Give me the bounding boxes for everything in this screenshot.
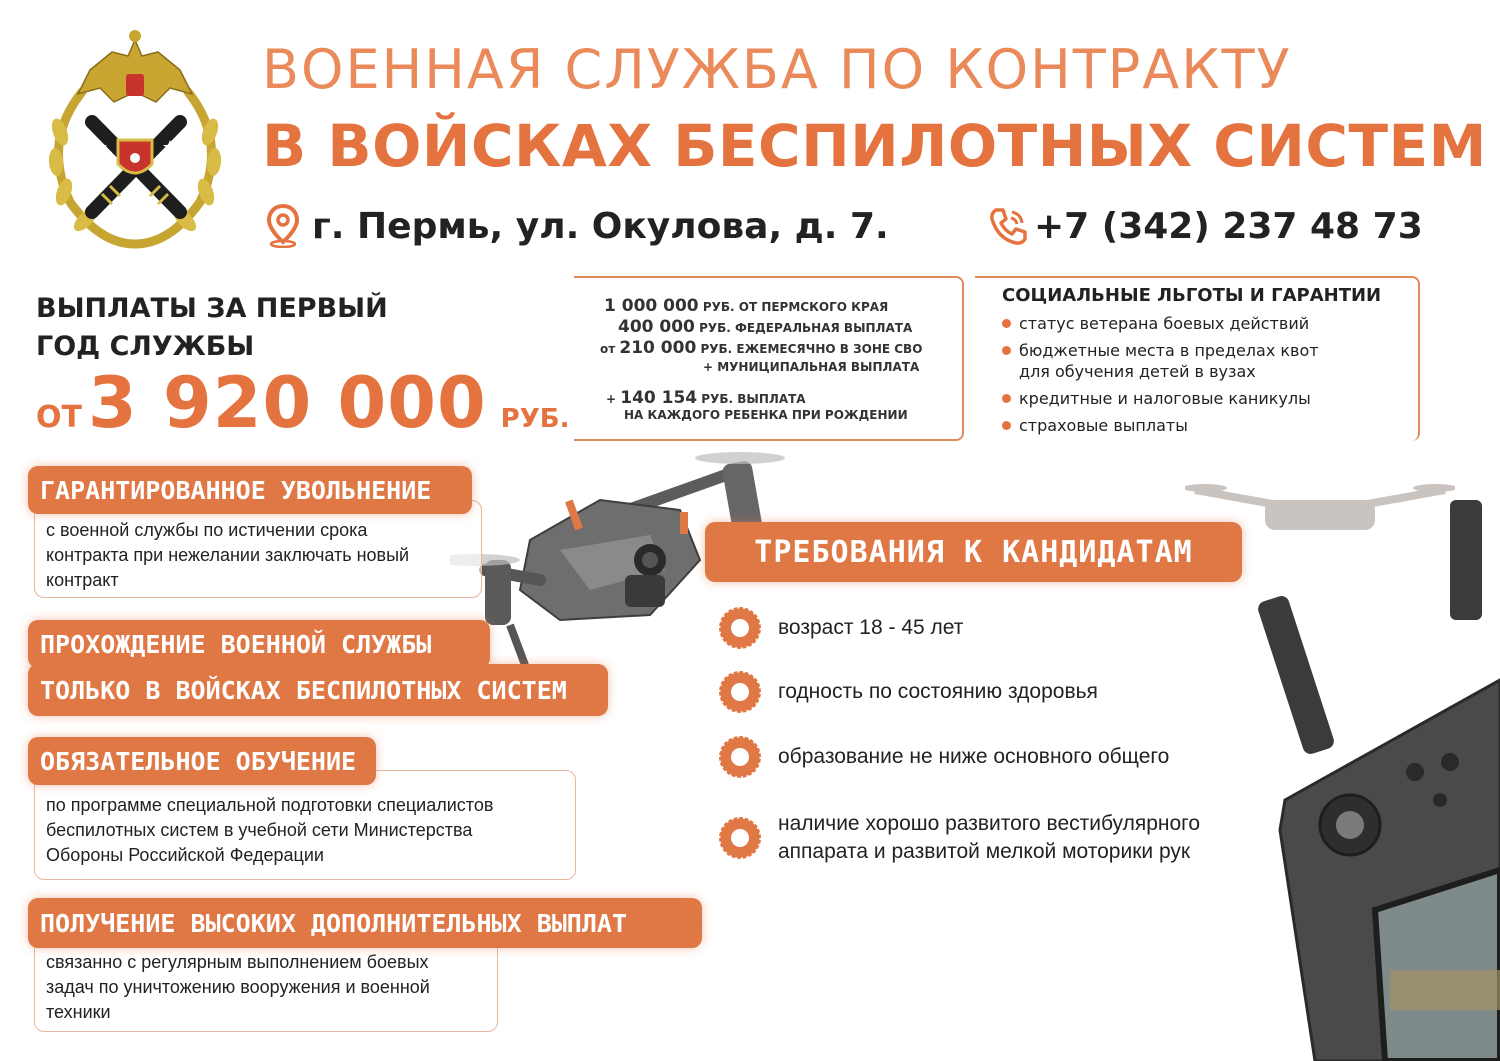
- address-text: г. Пермь, ул. Окулова, д. 7.: [312, 205, 889, 247]
- social-item: [1002, 388, 1311, 410]
- card-text-line: Обороны Российской Федерации: [46, 845, 324, 865]
- card-text: [46, 950, 430, 1025]
- title-line-1: ВОЕННАЯ СЛУЖБА ПО КОНТРАКТУ: [262, 38, 1292, 101]
- orange-gear-bullet-icon: [716, 733, 764, 781]
- military-emblem-icon: [30, 22, 240, 252]
- social-title: СОЦИАЛЬНЫЕ ЛЬГОТЫ И ГАРАНТИИ: [1002, 285, 1382, 306]
- bullet-icon: [1002, 421, 1011, 430]
- badge-service-line-1: ПРОХОЖДЕНИЕ ВОЕННОЙ СЛУЖБЫ: [28, 620, 490, 668]
- requirement-text-line: аппарата и развитой мелкой моторики рук: [778, 840, 1191, 863]
- card-text: [46, 518, 409, 593]
- payment-amount: 140 154: [620, 388, 698, 408]
- card-text-line: связанно с регулярным выполнением боевых: [46, 952, 429, 972]
- address-row: [266, 200, 889, 252]
- badge-extra-payments: ПОЛУЧЕНИЕ ВЫСОКИХ ДОПОЛНИТЕЛЬНЫХ ВЫПЛАТ: [28, 898, 702, 948]
- requirement-text: образование не ниже основного общего: [778, 745, 1170, 768]
- phone-icon: [986, 204, 1030, 248]
- social-item: [1002, 340, 1319, 362]
- title-line-2: В ВОЙСКАХ БЕСПИЛОТНЫХ СИСТЕМ: [262, 112, 1487, 180]
- payment-line: + МУНИЦИПАЛЬНАЯ ВЫПЛАТА: [703, 360, 920, 374]
- requirement-item: [716, 810, 1200, 866]
- requirement-text: [778, 810, 1200, 866]
- social-item-text: бюджетные места в пределах квот: [1019, 341, 1319, 360]
- card-text-line: контракта при нежелании заключать новый: [46, 545, 410, 565]
- payment-line: НА КАЖДОГО РЕБЕНКА ПРИ РОЖДЕНИИ: [624, 408, 908, 422]
- payment-amount: 210 000: [619, 338, 697, 358]
- card-text-line: беспилотных систем в учебной сети Министерства: [46, 820, 473, 840]
- payment-amount: 400 000: [618, 317, 695, 337]
- payment-amount: 1 000 000: [604, 296, 699, 316]
- payment-text: РУБ. ФЕДЕРАЛЬНАЯ ВЫПЛАТА: [694, 321, 913, 335]
- requirement-text: годность по состоянию здоровья: [778, 680, 1098, 703]
- social-item-text: кредитные и налоговые каникулы: [1019, 389, 1311, 408]
- payment-line: [604, 296, 888, 316]
- orange-gear-bullet-icon: [716, 668, 764, 716]
- badge-mandatory-training: ОБЯЗАТЕЛЬНОЕ ОБУЧЕНИЕ: [28, 737, 376, 785]
- card-text-line: техники: [46, 1002, 111, 1022]
- requirement-text-line: наличие хорошо развитого вестибулярного: [778, 812, 1201, 835]
- bullet-icon: [1002, 346, 1011, 355]
- remote-controller-icon: [1255, 500, 1500, 1061]
- requirement-item: [716, 668, 1098, 716]
- payment-text: РУБ. ВЫПЛАТА: [697, 392, 806, 406]
- bullet-icon: [1002, 319, 1011, 328]
- payments-title-line-1: ВЫПЛАТЫ ЗА ПЕРВЫЙ: [36, 293, 388, 324]
- social-item-text: статус ветерана боевых действий: [1019, 314, 1310, 333]
- payment-prefix: +: [606, 392, 621, 406]
- payments-total: [36, 362, 569, 442]
- payments-title-line-2: ГОД СЛУЖБЫ: [36, 331, 255, 362]
- card-text-line: контракт: [46, 570, 119, 590]
- social-item-text: страховые выплаты: [1019, 416, 1188, 435]
- requirement-item: [716, 733, 1169, 781]
- requirement-item: [716, 604, 963, 652]
- card-text-line: с военной службы по истичении срока: [46, 520, 368, 540]
- payments-title: [36, 290, 456, 366]
- phone-number[interactable]: +7 (342) 237 48 73: [1034, 205, 1423, 247]
- social-item: [1002, 415, 1188, 437]
- badge-guaranteed-discharge: ГАРАНТИРОВАННОЕ УВОЛЬНЕНИЕ: [28, 466, 472, 514]
- requirement-text: возраст 18 - 45 лет: [778, 616, 964, 639]
- social-item: [1002, 313, 1309, 335]
- payment-line: [600, 338, 922, 358]
- orange-gear-bullet-icon: [716, 604, 764, 652]
- badge-service-line-2: ТОЛЬКО В ВОЙСКАХ БЕСПИЛОТНЫХ СИСТЕМ: [28, 664, 608, 716]
- payments-amount: 3 920 000: [87, 362, 487, 444]
- payment-prefix: от: [600, 342, 620, 356]
- card-text-line: по программе специальной подготовки специалистов: [46, 795, 494, 815]
- bullet-icon: [1002, 394, 1011, 403]
- card-text-line: задач по уничтожению вооружения и военной: [46, 977, 430, 997]
- badge-requirements: ТРЕБОВАНИЯ К КАНДИДАТАМ: [705, 522, 1242, 582]
- payment-text: РУБ. ЕЖЕМЕСЯЧНО В ЗОНЕ СВО: [696, 342, 923, 356]
- phone-row: [986, 200, 1423, 252]
- payment-line: [606, 388, 806, 408]
- card-text: [46, 793, 493, 868]
- payment-text: РУБ. ОТ ПЕРМСКОГО КРАЯ: [698, 300, 889, 314]
- orange-gear-bullet-icon: [716, 814, 764, 862]
- payments-currency: РУБ.: [500, 404, 570, 434]
- payments-from: ОТ: [36, 400, 82, 435]
- social-item-continued: для обучения детей в вузах: [1019, 362, 1256, 381]
- location-pin-icon: [266, 204, 300, 248]
- payment-line: [618, 317, 912, 337]
